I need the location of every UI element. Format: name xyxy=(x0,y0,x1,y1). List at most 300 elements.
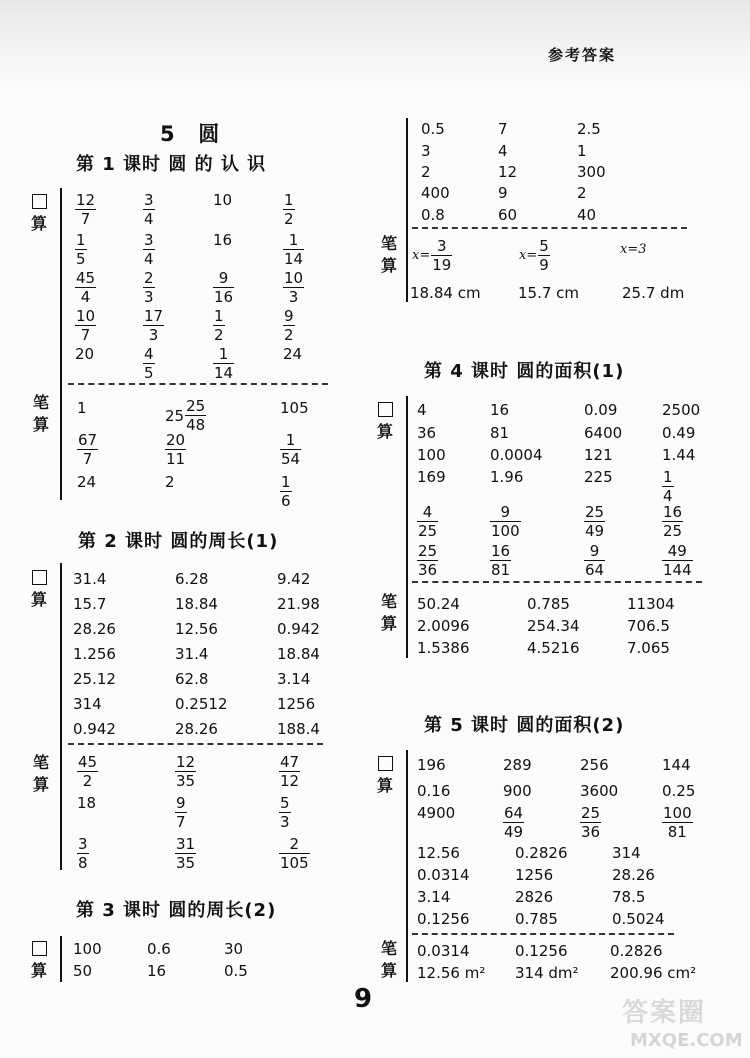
fraction-numerator: 5 xyxy=(539,237,549,255)
lesson3-rule-left xyxy=(60,936,62,982)
grid-cell xyxy=(213,344,234,381)
answer-value: 1.96 xyxy=(490,468,524,486)
fraction xyxy=(143,192,155,227)
fraction-denominator: 35 xyxy=(176,854,196,872)
fraction xyxy=(490,543,511,578)
lesson1-dash xyxy=(68,383,328,385)
answer-value: 2 xyxy=(577,184,587,202)
fraction xyxy=(280,432,301,467)
fraction-denominator: 14 xyxy=(214,364,234,382)
answer-value: 100 xyxy=(417,446,446,464)
answer-value: 400 xyxy=(421,184,450,202)
grid-cell xyxy=(73,939,102,958)
answer-fraction xyxy=(580,805,601,840)
grid-cell xyxy=(77,472,96,491)
answer-value: 3.14 xyxy=(417,888,451,906)
grid-cell xyxy=(147,939,171,958)
grid-cell xyxy=(73,594,106,613)
fraction-whole: 25 xyxy=(165,406,185,425)
fraction-numerator: 1 xyxy=(76,231,86,249)
answer-fraction xyxy=(77,432,98,467)
grid-cell xyxy=(75,306,96,343)
fraction-denominator: 4 xyxy=(144,210,154,228)
fraction xyxy=(538,238,550,273)
answer-value: 7 xyxy=(498,120,508,138)
grid-cell xyxy=(490,400,509,419)
answer-value: 62.8 xyxy=(175,670,209,688)
grid-cell xyxy=(421,183,450,202)
grid-cell xyxy=(584,445,613,464)
grid-cell xyxy=(527,638,580,657)
answer-value: 0.25 xyxy=(662,782,696,800)
grid-cell xyxy=(627,638,670,657)
fraction-numerator: 16 xyxy=(663,503,683,521)
fraction-numerator: 1 xyxy=(285,431,296,449)
fraction-numerator: 1 xyxy=(284,191,294,209)
fraction xyxy=(143,308,164,343)
fraction-numerator: 47 xyxy=(280,753,300,771)
answer-value: 12 xyxy=(498,163,518,181)
fraction xyxy=(283,270,304,305)
grid-cell xyxy=(175,719,218,738)
lesson5-rule xyxy=(406,750,408,982)
answer-value: 144 xyxy=(662,756,691,774)
grid-cell xyxy=(577,162,606,181)
grid-cell xyxy=(527,616,580,635)
answer-fraction xyxy=(519,238,550,273)
lesson1-title: 第 1 课时 圆 的 认 识 xyxy=(76,154,267,175)
grid-cell xyxy=(627,616,670,635)
fraction-denominator: 48 xyxy=(186,416,206,434)
fraction-denominator: 49 xyxy=(585,522,605,540)
fraction-denominator: 7 xyxy=(176,813,186,831)
grid-cell xyxy=(417,594,460,613)
answer-value: 0.0314 xyxy=(417,942,470,960)
lesson4-rule xyxy=(406,396,408,658)
fraction-denominator: 4 xyxy=(663,487,673,505)
grid-cell xyxy=(213,268,234,305)
fraction-numerator: 10 xyxy=(284,269,304,287)
fraction-denominator: 7 xyxy=(82,450,93,468)
watermark-logo: 答案圈 xyxy=(622,998,707,1028)
fraction-numerator: 31 xyxy=(176,835,196,853)
answer-value: 0.2826 xyxy=(610,942,663,960)
grid-cell xyxy=(280,430,301,467)
grid-cell xyxy=(417,541,438,578)
fraction-denominator: 19 xyxy=(432,256,452,274)
fraction-denominator: 54 xyxy=(281,450,301,468)
grid-cell xyxy=(280,398,309,417)
fraction-denominator: 25 xyxy=(418,522,438,540)
grid-cell xyxy=(498,141,508,160)
answer-value: 50 xyxy=(73,962,93,980)
grid-cell xyxy=(175,669,208,688)
grid-cell xyxy=(213,230,232,249)
lesson2-bisuan-label: 笔 算 xyxy=(32,753,49,794)
fraction-denominator: 81 xyxy=(491,561,511,579)
answer-value: 0.785 xyxy=(515,910,558,928)
fraction-numerator: 12 xyxy=(76,191,96,209)
grid-cell xyxy=(143,190,155,227)
answer-value: 4 xyxy=(417,401,427,419)
grid-cell xyxy=(417,400,427,419)
grid-cell xyxy=(283,344,302,363)
grid-cell xyxy=(490,467,523,486)
answer-value: 24 xyxy=(77,473,97,491)
fraction-denominator: 64 xyxy=(585,561,605,579)
answer-fraction xyxy=(283,192,295,227)
answer-fraction xyxy=(279,754,300,789)
grid-cell xyxy=(77,430,98,467)
fraction xyxy=(185,398,206,433)
lesson1-kousuan-label: 算 xyxy=(32,194,50,235)
answer-fraction xyxy=(77,754,98,789)
answer-value: 25.12 xyxy=(73,670,116,688)
answer-value: 188.4 xyxy=(277,720,320,738)
answer-fraction xyxy=(584,543,605,578)
grid-cell xyxy=(577,119,601,138)
answer-value: 314 xyxy=(73,695,102,713)
chapter-heading xyxy=(160,118,222,148)
answer-value: 11304 xyxy=(627,595,675,613)
grid-cell xyxy=(662,423,695,442)
fraction-denominator: 100 xyxy=(491,522,520,540)
grid-cell xyxy=(417,887,450,906)
fraction-denominator: 7 xyxy=(80,210,91,228)
grid-cell xyxy=(421,141,431,160)
grid-cell xyxy=(627,594,675,613)
answer-value: 15.7 xyxy=(73,595,107,613)
grid-cell xyxy=(77,793,96,812)
answer-value: 16 xyxy=(213,231,233,249)
fraction-denominator: 36 xyxy=(581,823,601,841)
grid-cell xyxy=(73,569,106,588)
grid-cell xyxy=(283,190,295,227)
lesson4-bisuan-label: 笔 算 xyxy=(380,592,397,633)
answer-fraction xyxy=(213,270,234,305)
lesson4-kousuan-label: 算 xyxy=(378,402,396,443)
answer-fraction xyxy=(280,474,292,509)
fraction xyxy=(580,805,601,840)
answer-value: 7.065 xyxy=(627,639,670,657)
answer-value: 1.256 xyxy=(73,645,116,663)
answer-fraction xyxy=(165,398,206,433)
fraction xyxy=(175,795,187,830)
grid-cell xyxy=(584,400,617,419)
answer-fraction xyxy=(175,836,196,871)
fraction-denominator: 25 xyxy=(663,522,683,540)
fraction xyxy=(279,836,310,871)
answer-fraction xyxy=(75,308,96,343)
answer-value: 2500 xyxy=(662,401,701,419)
lesson5-dash xyxy=(412,933,674,935)
grid-cell xyxy=(283,268,304,305)
answer-value: 20 xyxy=(75,345,95,363)
fraction xyxy=(143,270,155,305)
grid-cell xyxy=(277,694,315,713)
lesson2-rule xyxy=(60,563,62,870)
answer-value: 169 xyxy=(417,468,446,486)
grid-cell xyxy=(417,423,436,442)
grid-cell xyxy=(279,834,310,871)
fraction-numerator: 49 xyxy=(667,542,687,560)
fraction-numerator: 5 xyxy=(280,794,290,812)
answer-value: 21.98 xyxy=(277,595,320,613)
answer-value: 24 xyxy=(283,345,303,363)
fraction-denominator: 3 xyxy=(148,326,159,344)
grid-cell xyxy=(73,961,92,980)
kou-box-icon xyxy=(378,756,393,771)
grid-cell xyxy=(490,502,521,539)
answer-value: 0.1256 xyxy=(515,942,568,960)
answer-value: 78.5 xyxy=(612,888,646,906)
answer-value: 0.5 xyxy=(421,120,445,138)
fraction-numerator: 1 xyxy=(288,231,299,249)
grid-cell xyxy=(620,238,647,257)
fraction xyxy=(143,232,155,267)
fraction-numerator: 1 xyxy=(663,468,673,486)
fraction xyxy=(584,543,605,578)
grid-cell xyxy=(490,541,511,578)
grid-cell xyxy=(421,119,445,138)
fraction-numerator: 45 xyxy=(78,753,98,771)
fraction-numerator: 3 xyxy=(144,231,154,249)
grid-cell xyxy=(165,398,206,433)
grid-cell xyxy=(75,190,96,227)
fraction-denominator: 105 xyxy=(280,854,309,872)
fraction-numerator: 3 xyxy=(78,835,88,853)
grid-cell xyxy=(498,205,517,224)
page-number: 9 xyxy=(354,984,373,1014)
answer-fraction xyxy=(175,754,196,789)
answer-value: 31.4 xyxy=(73,570,107,588)
answer-value: 18.84 xyxy=(175,595,218,613)
lesson1-bisuan-label: 笔 算 xyxy=(32,393,49,434)
grid-cell xyxy=(410,283,481,302)
answer-fraction xyxy=(283,308,295,343)
grid-cell xyxy=(175,644,208,663)
fraction xyxy=(213,346,234,381)
answer-value: 31.4 xyxy=(175,645,209,663)
grid-cell xyxy=(610,941,663,960)
fraction-numerator: 1 xyxy=(281,473,291,491)
chapter-name: 圆 xyxy=(198,122,223,146)
fraction xyxy=(175,754,196,789)
watermark-url: MXQE.COM xyxy=(630,1030,743,1051)
fraction xyxy=(283,192,295,227)
answer-value: 0.1256 xyxy=(417,910,470,928)
fraction-denominator: 8 xyxy=(78,854,88,872)
grid-cell xyxy=(490,445,543,464)
fraction-numerator: 9 xyxy=(284,307,294,325)
fraction xyxy=(165,432,186,467)
answer-value: 0.09 xyxy=(584,401,618,419)
answer-value: 6.28 xyxy=(175,570,209,588)
grid-cell xyxy=(165,430,186,467)
equation-answer: x=3 xyxy=(620,242,647,257)
grid-cell xyxy=(515,909,558,928)
answer-value: 28.26 xyxy=(612,866,655,884)
answer-fraction xyxy=(279,795,291,830)
answer-fraction xyxy=(75,270,96,305)
answer-value: 225 xyxy=(584,468,613,486)
answer-value: 1256 xyxy=(515,866,554,884)
grid-cell xyxy=(277,644,320,663)
fraction-numerator: 100 xyxy=(663,804,692,822)
answer-fraction xyxy=(213,346,234,381)
lesson2-title: 第 2 课时 圆的周长(1) xyxy=(78,531,279,552)
grid-cell xyxy=(73,694,102,713)
fraction-denominator: 2 xyxy=(284,326,294,344)
grid-cell xyxy=(612,909,665,928)
fraction-numerator: 20 xyxy=(166,431,186,449)
grid-cell xyxy=(515,865,553,884)
answer-fraction xyxy=(75,232,87,267)
grid-cell xyxy=(147,961,166,980)
fraction xyxy=(503,805,524,840)
grid-cell xyxy=(662,445,695,464)
fraction-denominator: 3 xyxy=(288,288,299,306)
fraction-numerator: 25 xyxy=(186,397,206,415)
grid-cell xyxy=(662,502,683,539)
fraction-denominator: 2 xyxy=(284,210,294,228)
grid-cell xyxy=(75,344,94,363)
fraction xyxy=(662,504,683,539)
answer-fraction xyxy=(490,504,521,539)
lesson3-rule-right xyxy=(406,118,408,302)
answer-value: 254.34 xyxy=(527,617,580,635)
answer-value: 289 xyxy=(503,756,532,774)
grid-cell xyxy=(175,752,196,789)
grid-cell xyxy=(515,941,568,960)
grid-cell xyxy=(584,541,605,578)
fraction-denominator: 49 xyxy=(504,823,524,841)
lesson2-dash xyxy=(68,743,323,745)
grid-cell xyxy=(165,472,175,491)
fraction-denominator: 35 xyxy=(176,772,196,790)
fraction-denominator: 5 xyxy=(144,364,154,382)
answer-value: 1.44 xyxy=(662,446,696,464)
fraction-numerator: 3 xyxy=(144,191,154,209)
lesson3-title: 第 3 课时 圆的周长(2) xyxy=(76,900,277,921)
fraction-numerator: 16 xyxy=(491,542,511,560)
answer-fraction xyxy=(143,308,164,343)
fraction-denominator: 9 xyxy=(539,256,549,274)
fraction-denominator: 7 xyxy=(80,326,91,344)
fraction-numerator: 12 xyxy=(176,753,196,771)
grid-cell xyxy=(412,238,452,273)
answer-value: 0.0314 xyxy=(417,866,470,884)
grid-cell xyxy=(662,541,693,578)
answer-value: 196 xyxy=(417,756,446,774)
answer-value: 256 xyxy=(580,756,609,774)
answer-fraction xyxy=(75,192,96,227)
grid-cell xyxy=(584,502,605,539)
answer-fraction xyxy=(662,504,683,539)
grid-cell xyxy=(577,141,587,160)
answer-value: 105 xyxy=(280,399,309,417)
answer-value: 706.5 xyxy=(627,617,670,635)
answer-value: 2 xyxy=(421,163,431,181)
grid-cell xyxy=(612,887,645,906)
lesson2-kousuan-label: 算 xyxy=(32,570,50,611)
answer-value: 60 xyxy=(498,206,518,224)
grid-cell xyxy=(519,238,550,273)
answer-value: 200.96 cm² xyxy=(610,964,697,982)
answer-fraction xyxy=(490,543,511,578)
grid-cell xyxy=(417,963,485,982)
grid-cell xyxy=(175,619,218,638)
grid-cell xyxy=(417,616,470,635)
fraction-numerator: 1 xyxy=(214,307,224,325)
answer-value: 3600 xyxy=(580,782,619,800)
grid-cell xyxy=(498,162,517,181)
kou-box-icon xyxy=(32,941,47,956)
answer-fraction xyxy=(77,836,89,871)
answer-value: 9.42 xyxy=(277,570,311,588)
fraction-denominator: 6 xyxy=(281,492,291,510)
grid-cell xyxy=(417,843,460,862)
answer-value: 100 xyxy=(73,940,102,958)
fraction-denominator: 144 xyxy=(663,561,692,579)
fraction-numerator: 9 xyxy=(589,542,600,560)
fraction-numerator: 9 xyxy=(176,794,186,812)
fraction-denominator: 36 xyxy=(418,561,438,579)
fraction xyxy=(280,474,292,509)
fraction-numerator: 9 xyxy=(218,269,229,287)
answer-value: 9 xyxy=(498,184,508,202)
answer-value: 2.0096 xyxy=(417,617,470,635)
grid-cell xyxy=(580,755,609,774)
grid-cell xyxy=(277,719,320,738)
answer-value: 18.84 xyxy=(277,645,320,663)
answer-value: 1 xyxy=(577,142,587,160)
grid-cell xyxy=(515,963,579,982)
grid-cell xyxy=(612,843,641,862)
header-title: 参考答案 xyxy=(548,46,617,64)
grid-cell xyxy=(283,230,304,267)
fraction xyxy=(75,270,96,305)
fraction-numerator: 2 xyxy=(144,269,154,287)
fraction-numerator: 25 xyxy=(418,542,438,560)
grid-cell xyxy=(75,268,96,305)
answer-value: 1 xyxy=(77,399,87,417)
fraction xyxy=(75,232,87,267)
answer-value: 12.56 m² xyxy=(417,964,486,982)
grid-cell xyxy=(279,793,291,830)
fraction xyxy=(143,346,155,381)
grid-cell xyxy=(277,594,320,613)
grid-cell xyxy=(580,781,618,800)
answer-value: 16 xyxy=(147,962,167,980)
grid-cell xyxy=(213,306,225,343)
fraction-numerator: 25 xyxy=(581,804,601,822)
lesson5-title: 第 5 课时 圆的面积(2) xyxy=(424,715,625,736)
grid-cell xyxy=(515,887,553,906)
answer-fraction xyxy=(143,270,155,305)
answer-fraction xyxy=(143,346,155,381)
answer-value: 15.7 cm xyxy=(518,284,580,302)
answer-value: 18.84 cm xyxy=(410,284,481,302)
grid-cell xyxy=(73,644,116,663)
equation-var: x= xyxy=(412,248,431,263)
answer-value: 6400 xyxy=(584,424,623,442)
grid-cell xyxy=(143,306,164,343)
answer-value: 0.942 xyxy=(73,720,116,738)
grid-cell xyxy=(662,755,691,774)
answer-value: 1.5386 xyxy=(417,639,470,657)
fraction-denominator: 2 xyxy=(214,326,224,344)
